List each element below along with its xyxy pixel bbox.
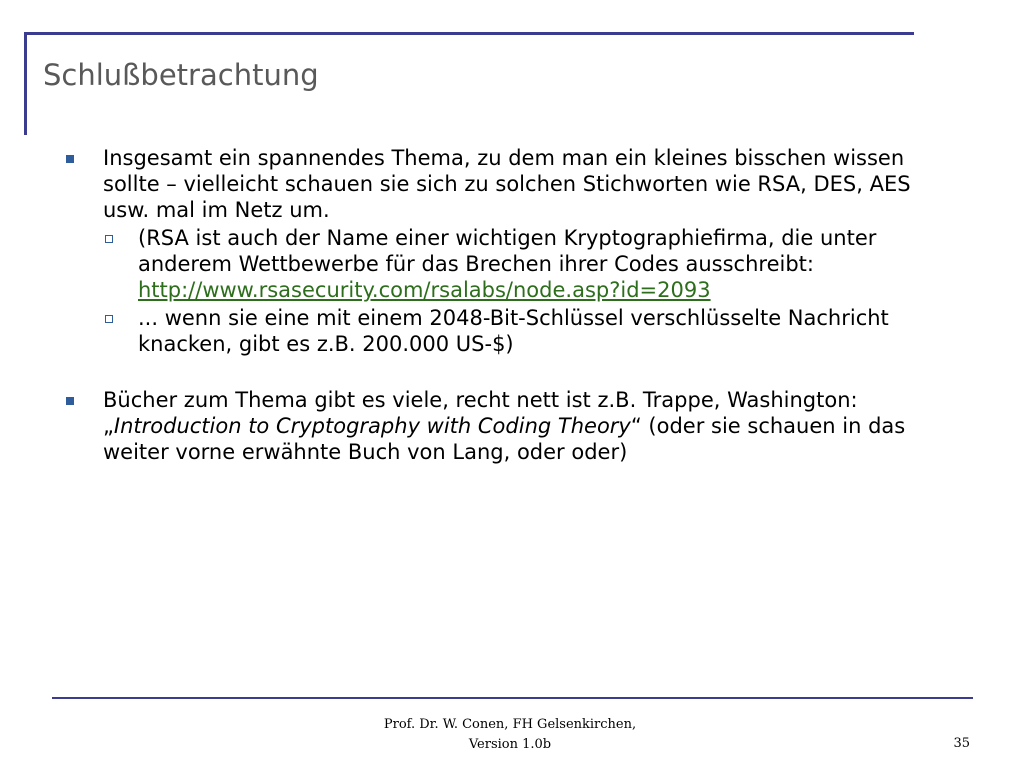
sub-bullet-list [103, 225, 944, 357]
footer-credit-line1: Prof. Dr. W. Conen, FH Gelsenkirchen, [383, 717, 637, 732]
footer-rule [52, 697, 973, 699]
sub-bullet-item-prize [103, 305, 944, 357]
rsa-link[interactable]: http://www.rsasecurity.com/rsalabs/node.asp?id=2093 [138, 278, 711, 302]
title-frame-left-line [24, 32, 27, 135]
sub-bullet-text: ... wenn sie eine mit einem 2048-Bit-Schlüssel verschlüsselte Nachricht knacken, gibt es z.B. 200.000 US-$) [138, 306, 889, 356]
bullet-text: Bücher zum Thema gibt es viele, recht nett ist z.B. Trappe, Washington: „ [103, 388, 858, 438]
bullet-text: Insgesamt ein spannendes Thema, zu dem man ein kleines bisschen wissen sollte – vielleicht schauen sie sich zu solchen Stichworten wie RSA, DES, AES usw. mal im Netz um. [103, 146, 911, 222]
sub-bullet-item-rsa [103, 225, 944, 303]
bullet-item-summary [64, 145, 944, 357]
sub-bullet-text: (RSA ist auch der Name einer wichtigen Kryptographiefirma, die unter anderem Wettbewerbe für das Brechen ihrer Codes ausschreibt: [138, 226, 877, 276]
bullet-item-books [64, 387, 944, 465]
slide-title: Schlußbetrachtung [43, 58, 319, 92]
filled-square-bullet-icon [66, 397, 74, 405]
bullet-text: “ (oder sie schauen in das weiter vorne erwähnte Buch von Lang, oder oder) [103, 414, 906, 464]
footer-credit [330, 715, 690, 755]
hollow-square-bullet-icon [105, 315, 113, 323]
book-title: Introduction to Cryptography with Coding Theory [113, 414, 631, 438]
footer-credit-line2: Version 1.0b [468, 737, 552, 752]
hollow-square-bullet-icon [105, 235, 113, 243]
title-frame-top-line [24, 32, 914, 35]
filled-square-bullet-icon [66, 155, 74, 163]
slide-content [64, 145, 944, 465]
page-number: 35 [953, 736, 970, 751]
